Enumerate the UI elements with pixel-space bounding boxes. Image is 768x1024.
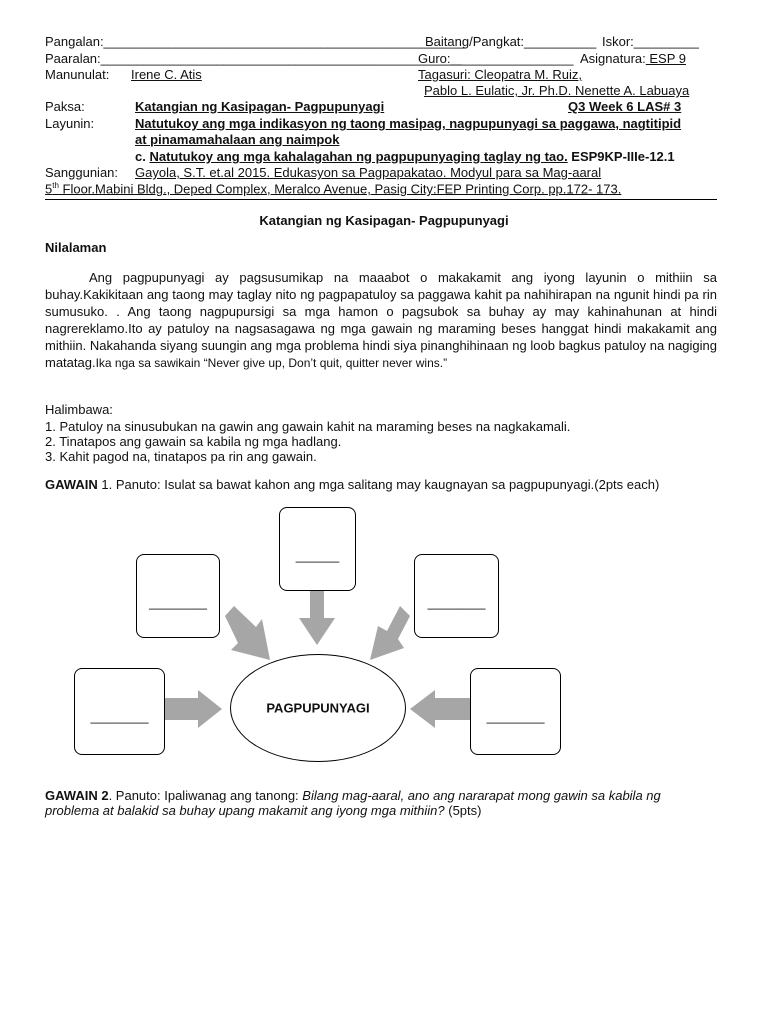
- gawain2-question-line2: problema at balakid sa buhay upang makamit ang iyong mga mithiin?: [45, 803, 445, 818]
- gawain1-label: GAWAIN: [45, 477, 98, 492]
- halimbawa-item: 3. Kahit pagod na, tinatapos pa rin ang gawain.: [45, 449, 317, 464]
- answer-box-top[interactable]: [279, 507, 356, 591]
- address-text: Floor.Mabini Bldg., Deped Complex, Meralco Avenue, Pasig City:FEP Printing Corp. pp.172- 173.: [58, 181, 622, 197]
- answer-box-upper-right[interactable]: [414, 554, 499, 638]
- manunulat-label-text: Manunulat:: [45, 67, 110, 82]
- nilalaman-heading: Nilalaman: [45, 240, 107, 255]
- paksa-value: Katangian ng Kasipagan- Pagpupunyagi: [135, 99, 385, 114]
- answer-blank: ________: [427, 595, 486, 610]
- gawain2-points: (5pts): [444, 803, 482, 818]
- tagasuri-line2: Pablo L. Eulatic, Jr. Ph.D. Nenette A. Labuaya: [424, 83, 690, 98]
- manunulat-value: Irene C. Atis: [131, 67, 202, 82]
- gawain2-instruction-line2: [45, 803, 481, 818]
- sanggunian-label: Sanggunian:: [45, 165, 119, 180]
- arrow-upper-left: [225, 606, 270, 660]
- center-ellipse: [230, 654, 406, 762]
- body-quote: Ika nga sa sawikain “Never give up, Don’t quit, quitter never wins.”: [95, 356, 448, 370]
- arrow-right: [410, 690, 470, 728]
- halimbawa-heading: Halimbawa:: [45, 402, 113, 417]
- answer-box-left[interactable]: [74, 668, 165, 755]
- asignatura-value: ESP 9: [645, 51, 686, 66]
- gawain2-prefix: . Panuto: Ipaliwanag ang tanong:: [108, 788, 303, 803]
- halimbawa-item: 2. Tinatapos ang gawain sa kabila ng mga hadlang.: [45, 434, 342, 449]
- iskor-field: Iskor:_________: [602, 34, 699, 49]
- gawain1-number: 1.: [97, 477, 113, 492]
- guro-field: Guro:_________________: [418, 51, 574, 66]
- gawain1-text: Panuto: Isulat sa bawat kahon ang mga salitang may kaugnayan sa pagpupunyagi.(2pts each): [112, 477, 660, 492]
- gawain2-label: GAWAIN 2: [45, 788, 109, 803]
- gawain2-question-line1: Bilang mag-aaral, ano ang nararapat mong gawin sa kabila ng: [302, 788, 661, 803]
- arrow-upper-right: [370, 606, 410, 660]
- layunin-c-text: Natutukoy ang mga kahalagahan ng pagpupunyaging taglay ng tao.: [149, 149, 568, 164]
- gawain2-instruction: [45, 788, 661, 803]
- answer-box-right[interactable]: [470, 668, 561, 755]
- answer-box-upper-left[interactable]: [136, 554, 220, 638]
- answer-blank: ________: [486, 709, 545, 724]
- paksa-label: Paksa:: [45, 99, 85, 114]
- center-label: PAGPUPUNYAGI: [266, 700, 370, 716]
- layunin-line1: Natutukoy ang mga indikasyon ng taong masipag, nagpupunyagi sa paggawa, nagtitipid: [135, 116, 682, 131]
- tagasuri-line1: Tagasuri: Cleopatra M. Ruiz,: [418, 67, 583, 82]
- pangalan-field: Pangalan:__________________________________________________: [45, 34, 466, 49]
- asignatura-label: Asignatura:: [580, 51, 646, 66]
- answer-blank: ________: [149, 595, 207, 610]
- paaralan-field: Paaralan:__________________________________________________: [45, 51, 463, 66]
- sanggunian-value: Gayola, S.T. et.al 2015. Edukasyon sa Pagpapakatao. Modyul para sa Mag-aaral: [135, 165, 602, 180]
- baitang-field: Baitang/Pangkat:__________: [425, 34, 597, 49]
- answer-blank: ______: [295, 548, 340, 563]
- competency-code: ESP9KP-IIIe-12.1: [567, 149, 675, 164]
- address-superscript: th: [52, 181, 59, 190]
- layunin-c-prefix: c.: [135, 149, 150, 164]
- body-text: Ang pagpupunyagi ay pagsusumikap na maaabot o makakamit ang iyong layunin o mithiin sa buhay.Kakikitaan ang taong may taglay nito ng pagpapatuloy sa paggawa kahit pa nahihirapan na ngunit hindi pa rin sumusuko. . Ang taong nagpupursigi sa mga hamon o pagsubok sa buhay ay may kahinahunan at hindi nagrereklamo.Ito ay patuloy na nagsasagawa ng mga gawain ng maraming beses hanggat hindi makakamit ang mithiin. Nakahanda siyang suungin ang mga problema hindi siya pinanghihinaan ng loob bagkus patuloy na nagiging matatag.: [45, 270, 717, 370]
- address-number: 5: [45, 181, 53, 197]
- arrow-left: [165, 690, 222, 728]
- answer-blank: ________: [90, 709, 149, 724]
- layunin-label: Layunin:: [45, 116, 95, 131]
- las-label: Q3 Week 6 LAS# 3: [568, 99, 682, 114]
- halimbawa-item: 1. Patuloy na sinusubukan na gawin ang gawain kahit na maraming beses na nagkakamali.: [45, 419, 571, 434]
- page-title: Katangian ng Kasipagan- Pagpupunyagi: [259, 213, 509, 228]
- layunin-line2: at pinamamahalaan ang naimpok: [135, 132, 340, 147]
